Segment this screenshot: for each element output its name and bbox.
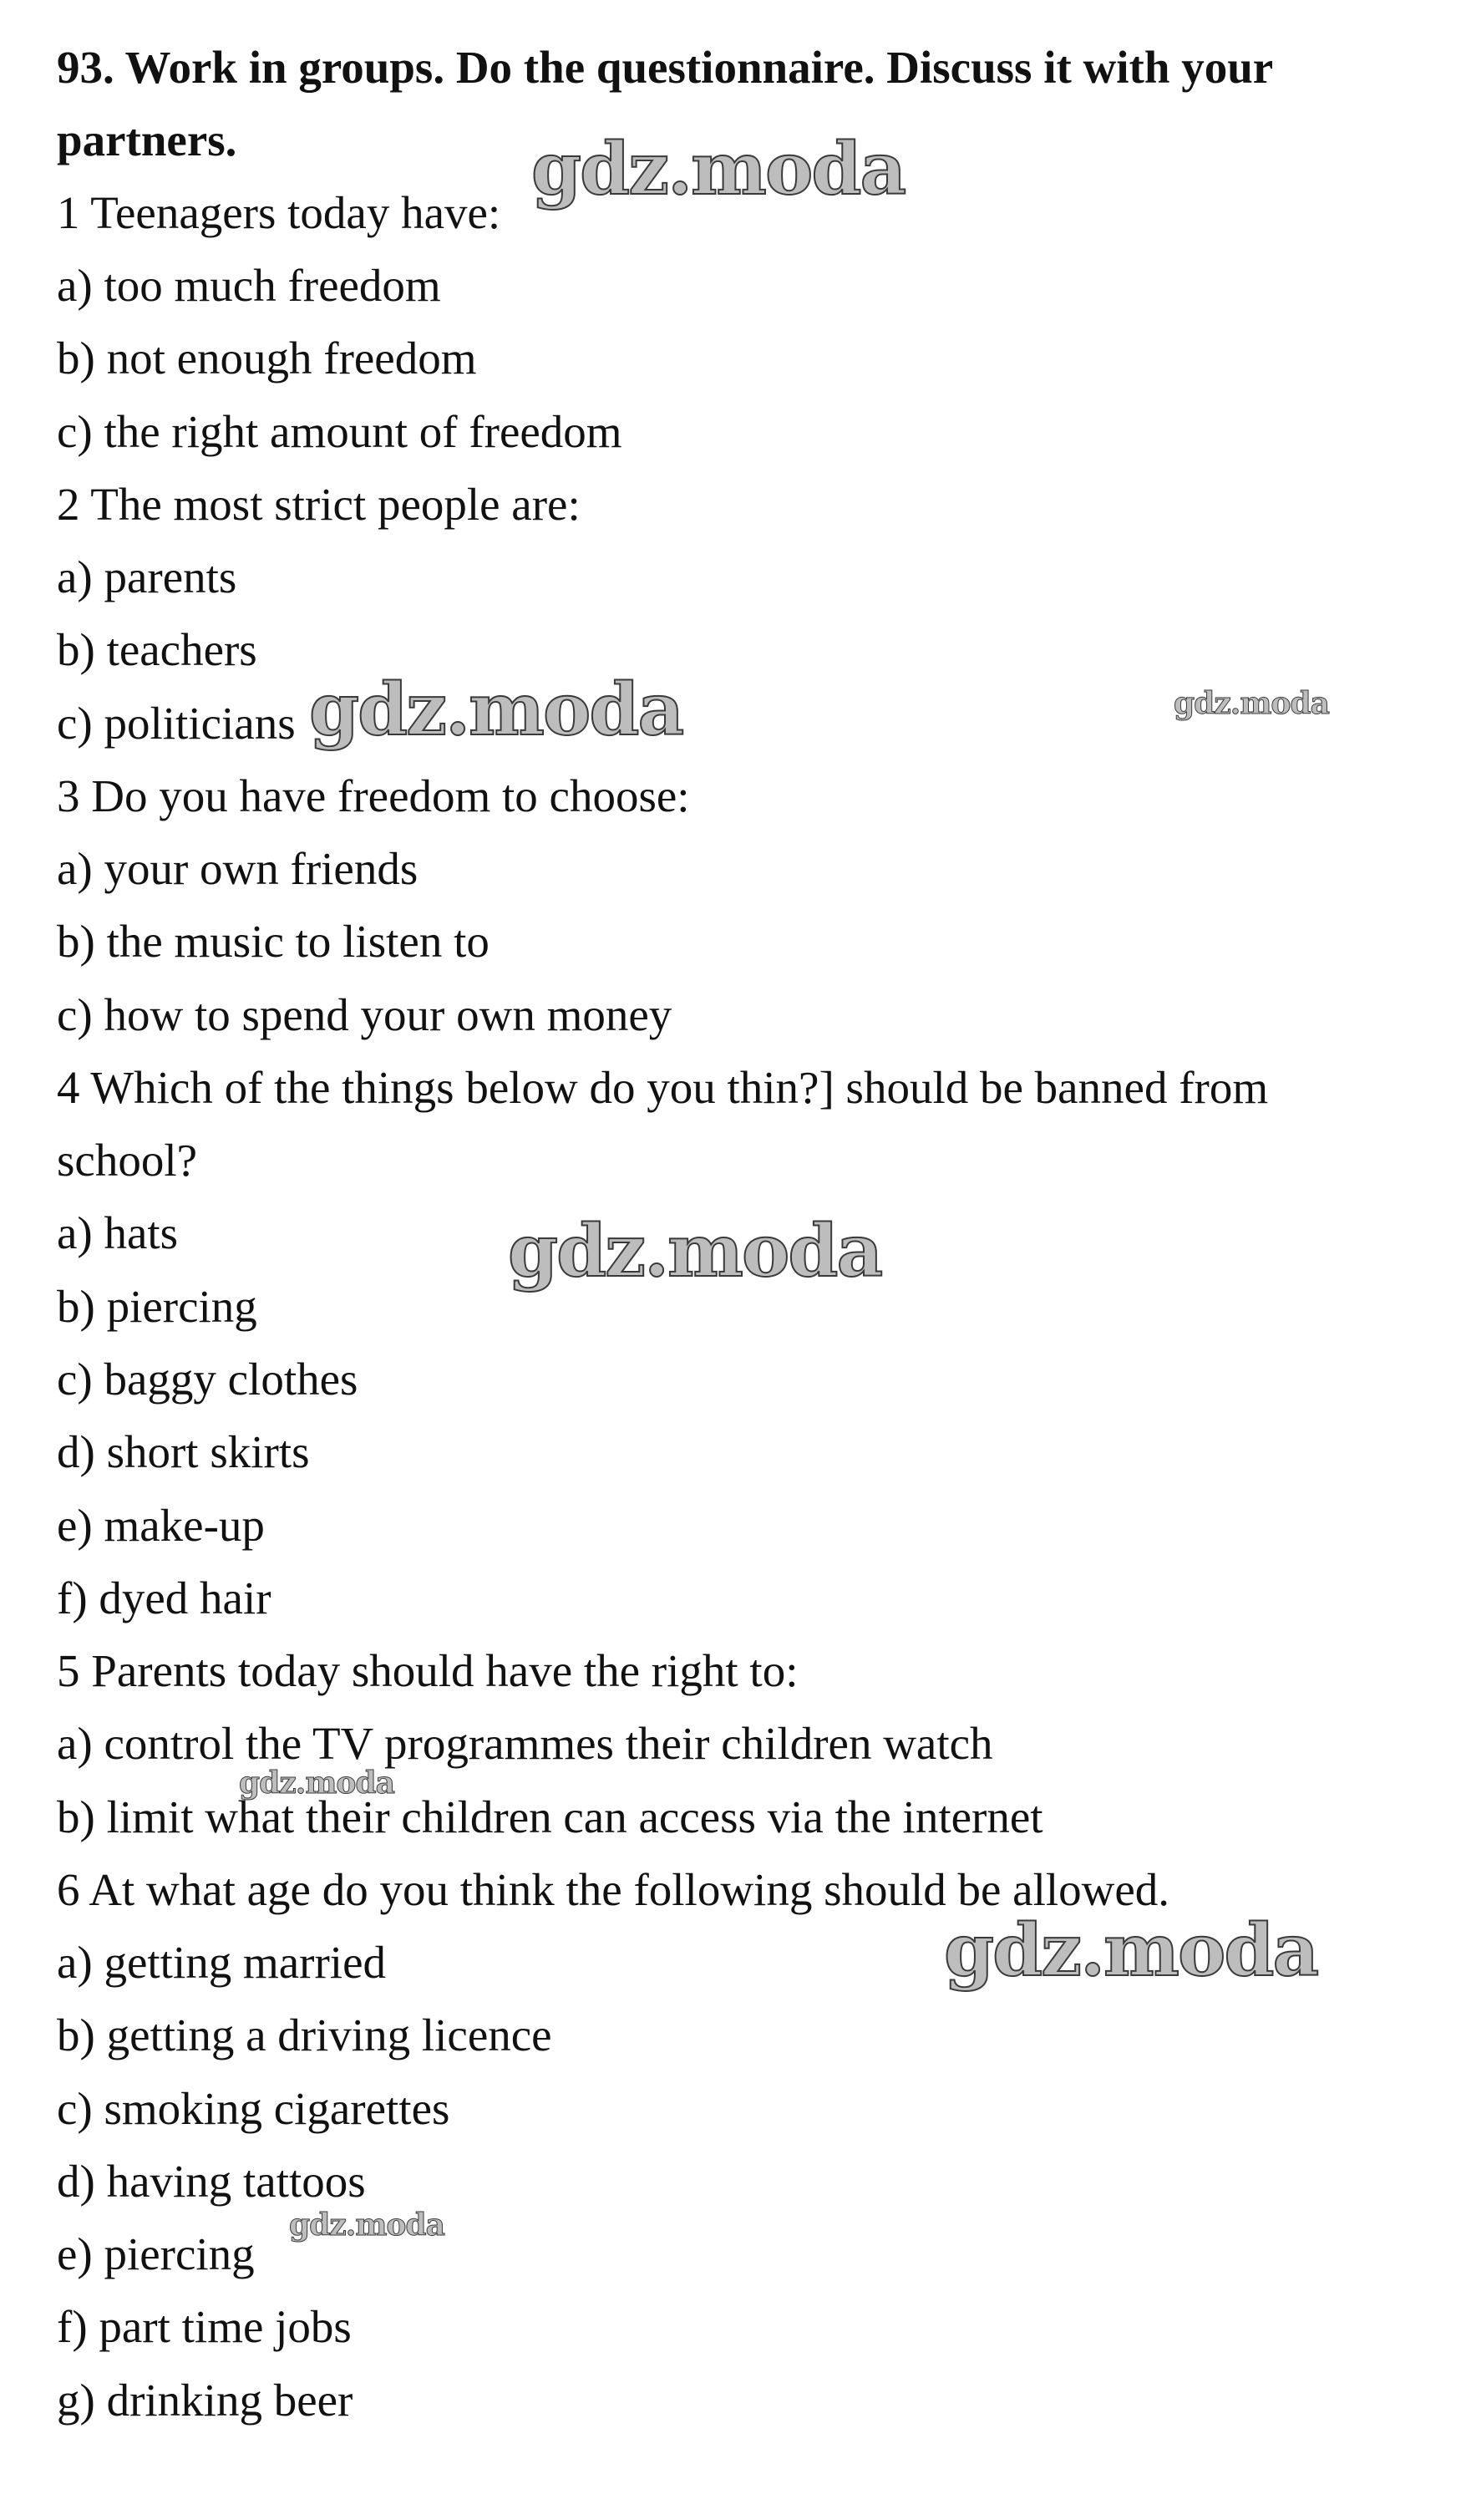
exercise-heading-cont: partners. bbox=[57, 114, 237, 165]
q6-option-a: a) getting married bbox=[57, 1937, 386, 1988]
q5-option-b: b) limit what their children can access via the internet bbox=[57, 1791, 1043, 1842]
question-5-prompt: 5 Parents today should have the right to: bbox=[57, 1645, 799, 1696]
q1-option-c: c) the right amount of freedom bbox=[57, 406, 622, 457]
q4-option-d: d) short skirts bbox=[57, 1426, 310, 1477]
watermark-logo: gdz.moda bbox=[531, 127, 906, 211]
q4-option-c: c) baggy clothes bbox=[57, 1354, 358, 1405]
watermark-logo: gdz.moda bbox=[289, 2208, 444, 2243]
q3-option-c: c) how to spend your own money bbox=[57, 989, 672, 1040]
question-2-prompt: 2 The most strict people are: bbox=[57, 479, 581, 530]
q2-option-a: a) parents bbox=[57, 551, 237, 602]
q6-option-b: b) getting a driving licence bbox=[57, 2009, 552, 2060]
q1-option-b: b) not enough freedom bbox=[57, 333, 477, 384]
q4-option-a: a) hats bbox=[57, 1207, 179, 1258]
question-1-prompt: 1 Teenagers today have: bbox=[57, 187, 501, 238]
question-6-prompt: 6 At what age do you think the following should be allowed. bbox=[57, 1864, 1170, 1915]
question-4-prompt-cont: school? bbox=[57, 1135, 198, 1186]
q4-option-f: f) dyed hair bbox=[57, 1572, 271, 1623]
watermark-logo: gdz.moda bbox=[309, 668, 683, 752]
watermark-logo: gdz.moda bbox=[239, 1766, 394, 1801]
q6-option-c: c) smoking cigarettes bbox=[57, 2083, 450, 2134]
q2-option-b: b) teachers bbox=[57, 624, 257, 675]
q6-option-e: e) piercing bbox=[57, 2228, 255, 2279]
exercise-heading: 93. Work in groups. Do the questionnaire. Discuss it with your bbox=[57, 42, 1274, 93]
q2-option-c: c) politicians bbox=[57, 698, 296, 749]
watermark-logo: gdz.moda bbox=[1174, 686, 1329, 721]
question-4-prompt: 4 Which of the things below do you thin?] should be banned from bbox=[57, 1062, 1269, 1113]
q4-option-b: b) piercing bbox=[57, 1281, 257, 1332]
q4-option-e: e) make-up bbox=[57, 1500, 265, 1551]
watermark-logo: gdz.moda bbox=[944, 1908, 1318, 1993]
q1-option-a: a) too much freedom bbox=[57, 260, 441, 311]
q3-option-a: a) your own friends bbox=[57, 843, 419, 894]
question-3-prompt: 3 Do you have freedom to choose: bbox=[57, 770, 690, 821]
q3-option-b: b) the music to listen to bbox=[57, 916, 490, 967]
q6-option-f: f) part time jobs bbox=[57, 2301, 352, 2352]
q6-option-g: g) drinking beer bbox=[57, 2375, 353, 2426]
q5-option-a: a) control the TV programmes their children watch bbox=[57, 1718, 993, 1769]
q6-option-d: d) having tattoos bbox=[57, 2156, 366, 2207]
watermark-logo: gdz.moda bbox=[508, 1209, 882, 1293]
